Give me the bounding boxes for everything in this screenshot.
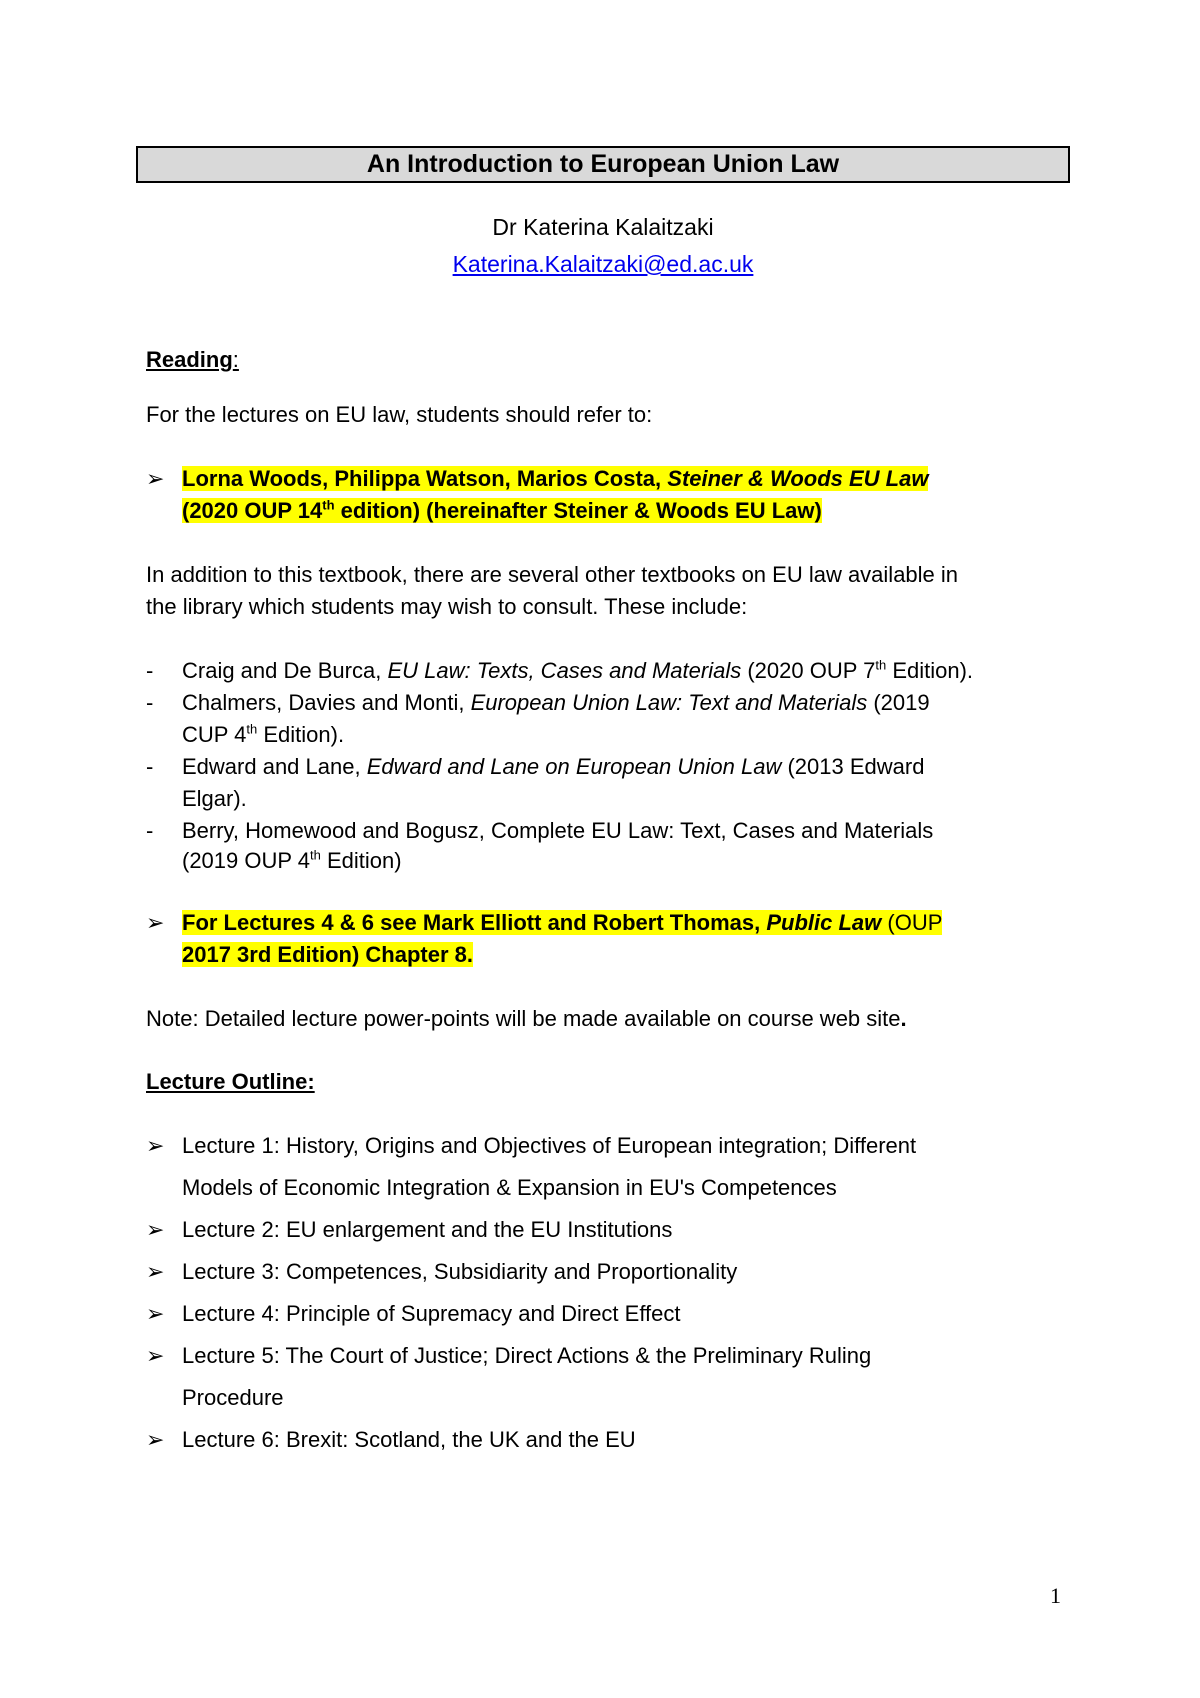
book-2-authors: Chalmers, Davies and Monti, (182, 690, 471, 715)
book-2-edition-end: Edition). (257, 722, 345, 747)
lecture-5-line1: Lecture 5: The Court of Justice; Direct Actions & the Preliminary Ruling (182, 1343, 872, 1368)
book-4-edition-end: Edition) (320, 848, 402, 873)
lecture-3: Lecture 3: Competences, Subsidiarity and Proportionality (182, 1259, 738, 1284)
lectures-4-6-title: Public Law (766, 910, 882, 935)
primary-edition-b: edition) (hereinafter Steiner & Woods EU Law) (334, 498, 822, 523)
list-dash: - (146, 690, 154, 715)
book-1-title: EU Law: Texts, Cases and Materials (387, 658, 742, 683)
lecture-6: Lecture 6: Brexit: Scotland, the UK and the EU (182, 1427, 636, 1452)
lecture-4: Lecture 4: Principle of Supremacy and Direct Effect (182, 1301, 681, 1326)
book-item-4-line1: Berry, Homewood and Bogusz, Complete EU Law: Text, Cases and Materials (182, 818, 934, 843)
lecture-2: Lecture 2: EU enlargement and the EU Institutions (182, 1217, 673, 1242)
book-item-1 (182, 655, 1062, 687)
reading-intro: For the lectures on EU law, students should refer to: (146, 402, 653, 427)
book-item-2-line1 (182, 687, 1062, 719)
document-title: An Introduction to European Union Law (136, 146, 1070, 183)
book-item-4-line2 (182, 845, 1062, 877)
book-3-title: Edward and Lane on European Union Law (366, 754, 782, 779)
addition-line2: the library which students may wish to consult. These include: (146, 594, 748, 619)
book-3-authors: Edward and Lane, (182, 754, 367, 779)
primary-title: Steiner & Woods EU Law (667, 466, 929, 491)
bullet-arrow-icon: ➢ (146, 910, 165, 935)
book-2-sup: th (246, 721, 258, 737)
lecture-1-line1: Lecture 1: History, Origins and Objectives of European integration; Different (182, 1133, 917, 1158)
list-dash: - (146, 754, 154, 779)
list-dash: - (146, 658, 154, 683)
book-1-authors: Craig and De Burca, (182, 658, 388, 683)
lectures-4-6-line1 (182, 907, 1062, 939)
note-line (146, 1003, 1062, 1035)
lectures-4-6-publisher: (OUP (881, 910, 943, 935)
lectures-4-6-edition: 2017 3rd Edition) Chapter 8. (182, 942, 473, 967)
bullet-arrow-icon: ➢ (146, 1133, 165, 1158)
book-item-3-line1 (182, 751, 1062, 783)
bullet-arrow-icon: ➢ (146, 1301, 165, 1326)
bullet-arrow-icon: ➢ (146, 1343, 165, 1368)
book-1-sup: th (875, 657, 887, 673)
lecture-5-line2: Procedure (182, 1385, 284, 1410)
lectures-4-6-line2 (182, 939, 1062, 971)
note-text: Note: Detailed lecture power-points will be made available on course web site (146, 1006, 901, 1031)
book-4-publisher: (2019 OUP 4 (182, 848, 311, 873)
reading-heading-line (146, 344, 1062, 376)
primary-edition-a: (2020 OUP 14 (182, 498, 323, 523)
book-item-2-line2 (182, 719, 1062, 751)
book-2-title: European Union Law: Text and Materials (470, 690, 868, 715)
book-item-3-line2: Elgar). (182, 786, 247, 811)
primary-edition-sup: th (322, 497, 335, 513)
book-3-edition: (2013 Edward (781, 754, 925, 779)
reading-heading: Reading (146, 347, 233, 372)
note-end: . (900, 1006, 907, 1031)
bullet-arrow-icon: ➢ (146, 466, 165, 491)
book-1-edition-end: Edition). (886, 658, 974, 683)
bullet-arrow-icon: ➢ (146, 1427, 165, 1452)
lectures-4-6-ref: For Lectures 4 & 6 see Mark Elliott and Robert Thomas, (182, 910, 767, 935)
primary-textbook-line2 (182, 495, 1062, 527)
lecture-1-line2: Models of Economic Integration & Expansion in EU's Competences (182, 1175, 837, 1200)
author-name: Dr Katerina Kalaitzaki (492, 214, 714, 240)
author-email-link[interactable]: Katerina.Kalaitzaki@ed.ac.uk (452, 251, 754, 277)
bullet-arrow-icon: ➢ (146, 1259, 165, 1284)
page-number: 1 (1050, 1583, 1061, 1608)
book-1-edition: (2020 OUP 7 (741, 658, 876, 683)
primary-authors: Lorna Woods, Philippa Watson, Marios Costa, (182, 466, 668, 491)
reading-heading-suffix: : (232, 347, 239, 372)
outline-heading: Lecture Outline: (146, 1069, 315, 1094)
bullet-arrow-icon: ➢ (146, 1217, 165, 1242)
book-4-sup: th (310, 847, 321, 863)
primary-textbook-line1 (182, 463, 1062, 495)
book-2-publisher: CUP 4 (182, 722, 247, 747)
list-dash: - (146, 818, 154, 843)
addition-line1: In addition to this textbook, there are several other textbooks on EU law available in (146, 562, 959, 587)
book-2-edition: (2019 (867, 690, 930, 715)
